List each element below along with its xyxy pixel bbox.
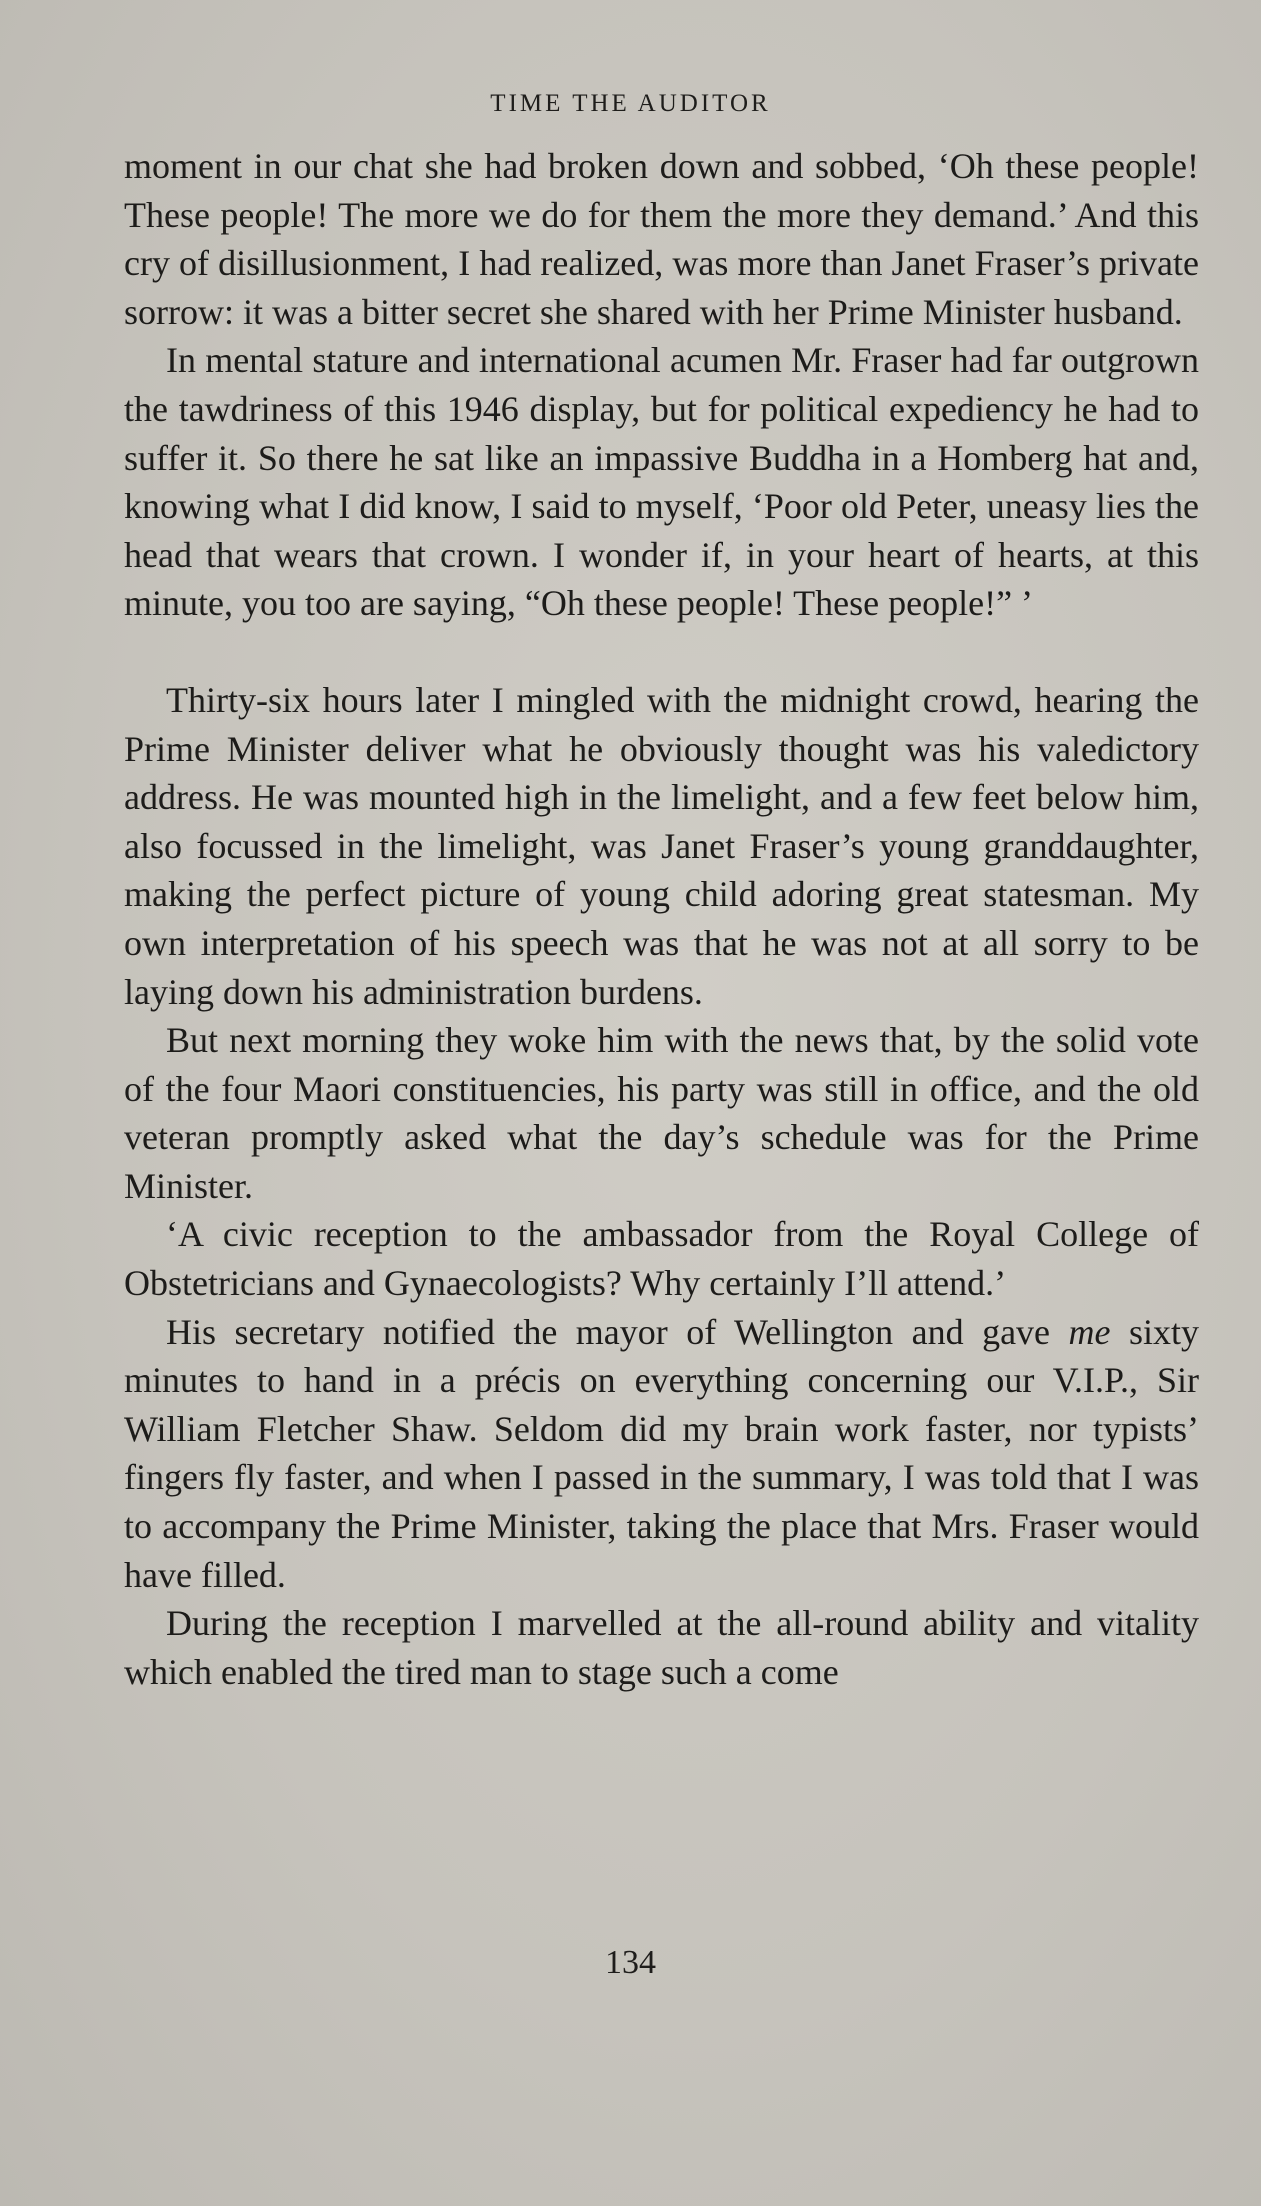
section-break bbox=[124, 628, 1199, 676]
emphasized-word: me bbox=[1068, 1311, 1111, 1352]
paragraph-fraser-stature: In mental stature and international acumen Mr. Fraser had far outgrown the tawdriness of this 1946 display, but for political expediency he had to suffer it. So there he sat like an impassive Buddha in a Homberg hat and, knowing what I did know, I said to myself, ‘Poor old Peter, uneasy lies the head that wears that crown. I wonder if, in your heart of hearts, at this minute, you too are saying, “Oh these people! These people!” ’ bbox=[124, 340, 1199, 624]
paragraph-reception: During the reception I marvelled at the all-round ability and vitality which enabled the tired man to stage such a come bbox=[124, 1603, 1199, 1692]
secretary-text-before: His secretary notified the mayor of Wellington and gave bbox=[166, 1311, 1069, 1352]
paragraph-civic-reception: ‘A civic reception to the ambassador from the Royal College of Obstetricians and Gynaecologists? Why certainly I’ll attend.’ bbox=[124, 1214, 1199, 1304]
secretary-text-after: sixty minutes to hand in a précis on everything concerning our V.I.P., Sir William Fletcher Shaw. Seldom did my brain work faster, nor typists’ fingers fly faster, and when I passed in the summary, I was told that I was to accompany the Prime Minister, taking the place that Mrs. Fraser would have filled. bbox=[124, 1311, 1199, 1595]
body-text bbox=[124, 142, 1199, 1696]
page-number: 134 bbox=[605, 1944, 656, 1981]
paragraph-continuation: moment in our chat she had broken down and sobbed, ‘Oh these people! These people! The more we do for them the more they demand.’ And this cry of disillusionment, I had realized, was more than Janet Fraser’s private sorrow: it was a bitter secret she shared with her Prime Minister husband. bbox=[124, 146, 1199, 332]
paragraph-midnight-crowd: Thirty-six hours later I mingled with the midnight crowd, hearing the Prime Minister deliver what he obviously thought was his valedictory address. He was mounted high in the limelight, and a few feet below him, also focussed in the limelight, was Janet Fraser’s young granddaughter, making the perfect picture of young child adoring great statesman. My own interpretation of his speech was that he was not at all sorry to be laying down his administration burdens. bbox=[124, 679, 1199, 1012]
paragraph-secretary bbox=[124, 1308, 1199, 1600]
running-head: TIME THE AUDITOR bbox=[490, 90, 771, 117]
paragraph-next-morning: But next morning they woke him with the news that, by the solid vote of the four Maori constituencies, his party was still in office, and the old veteran promptly asked what the day’s schedule was for the Prime Minister. bbox=[124, 1020, 1199, 1206]
